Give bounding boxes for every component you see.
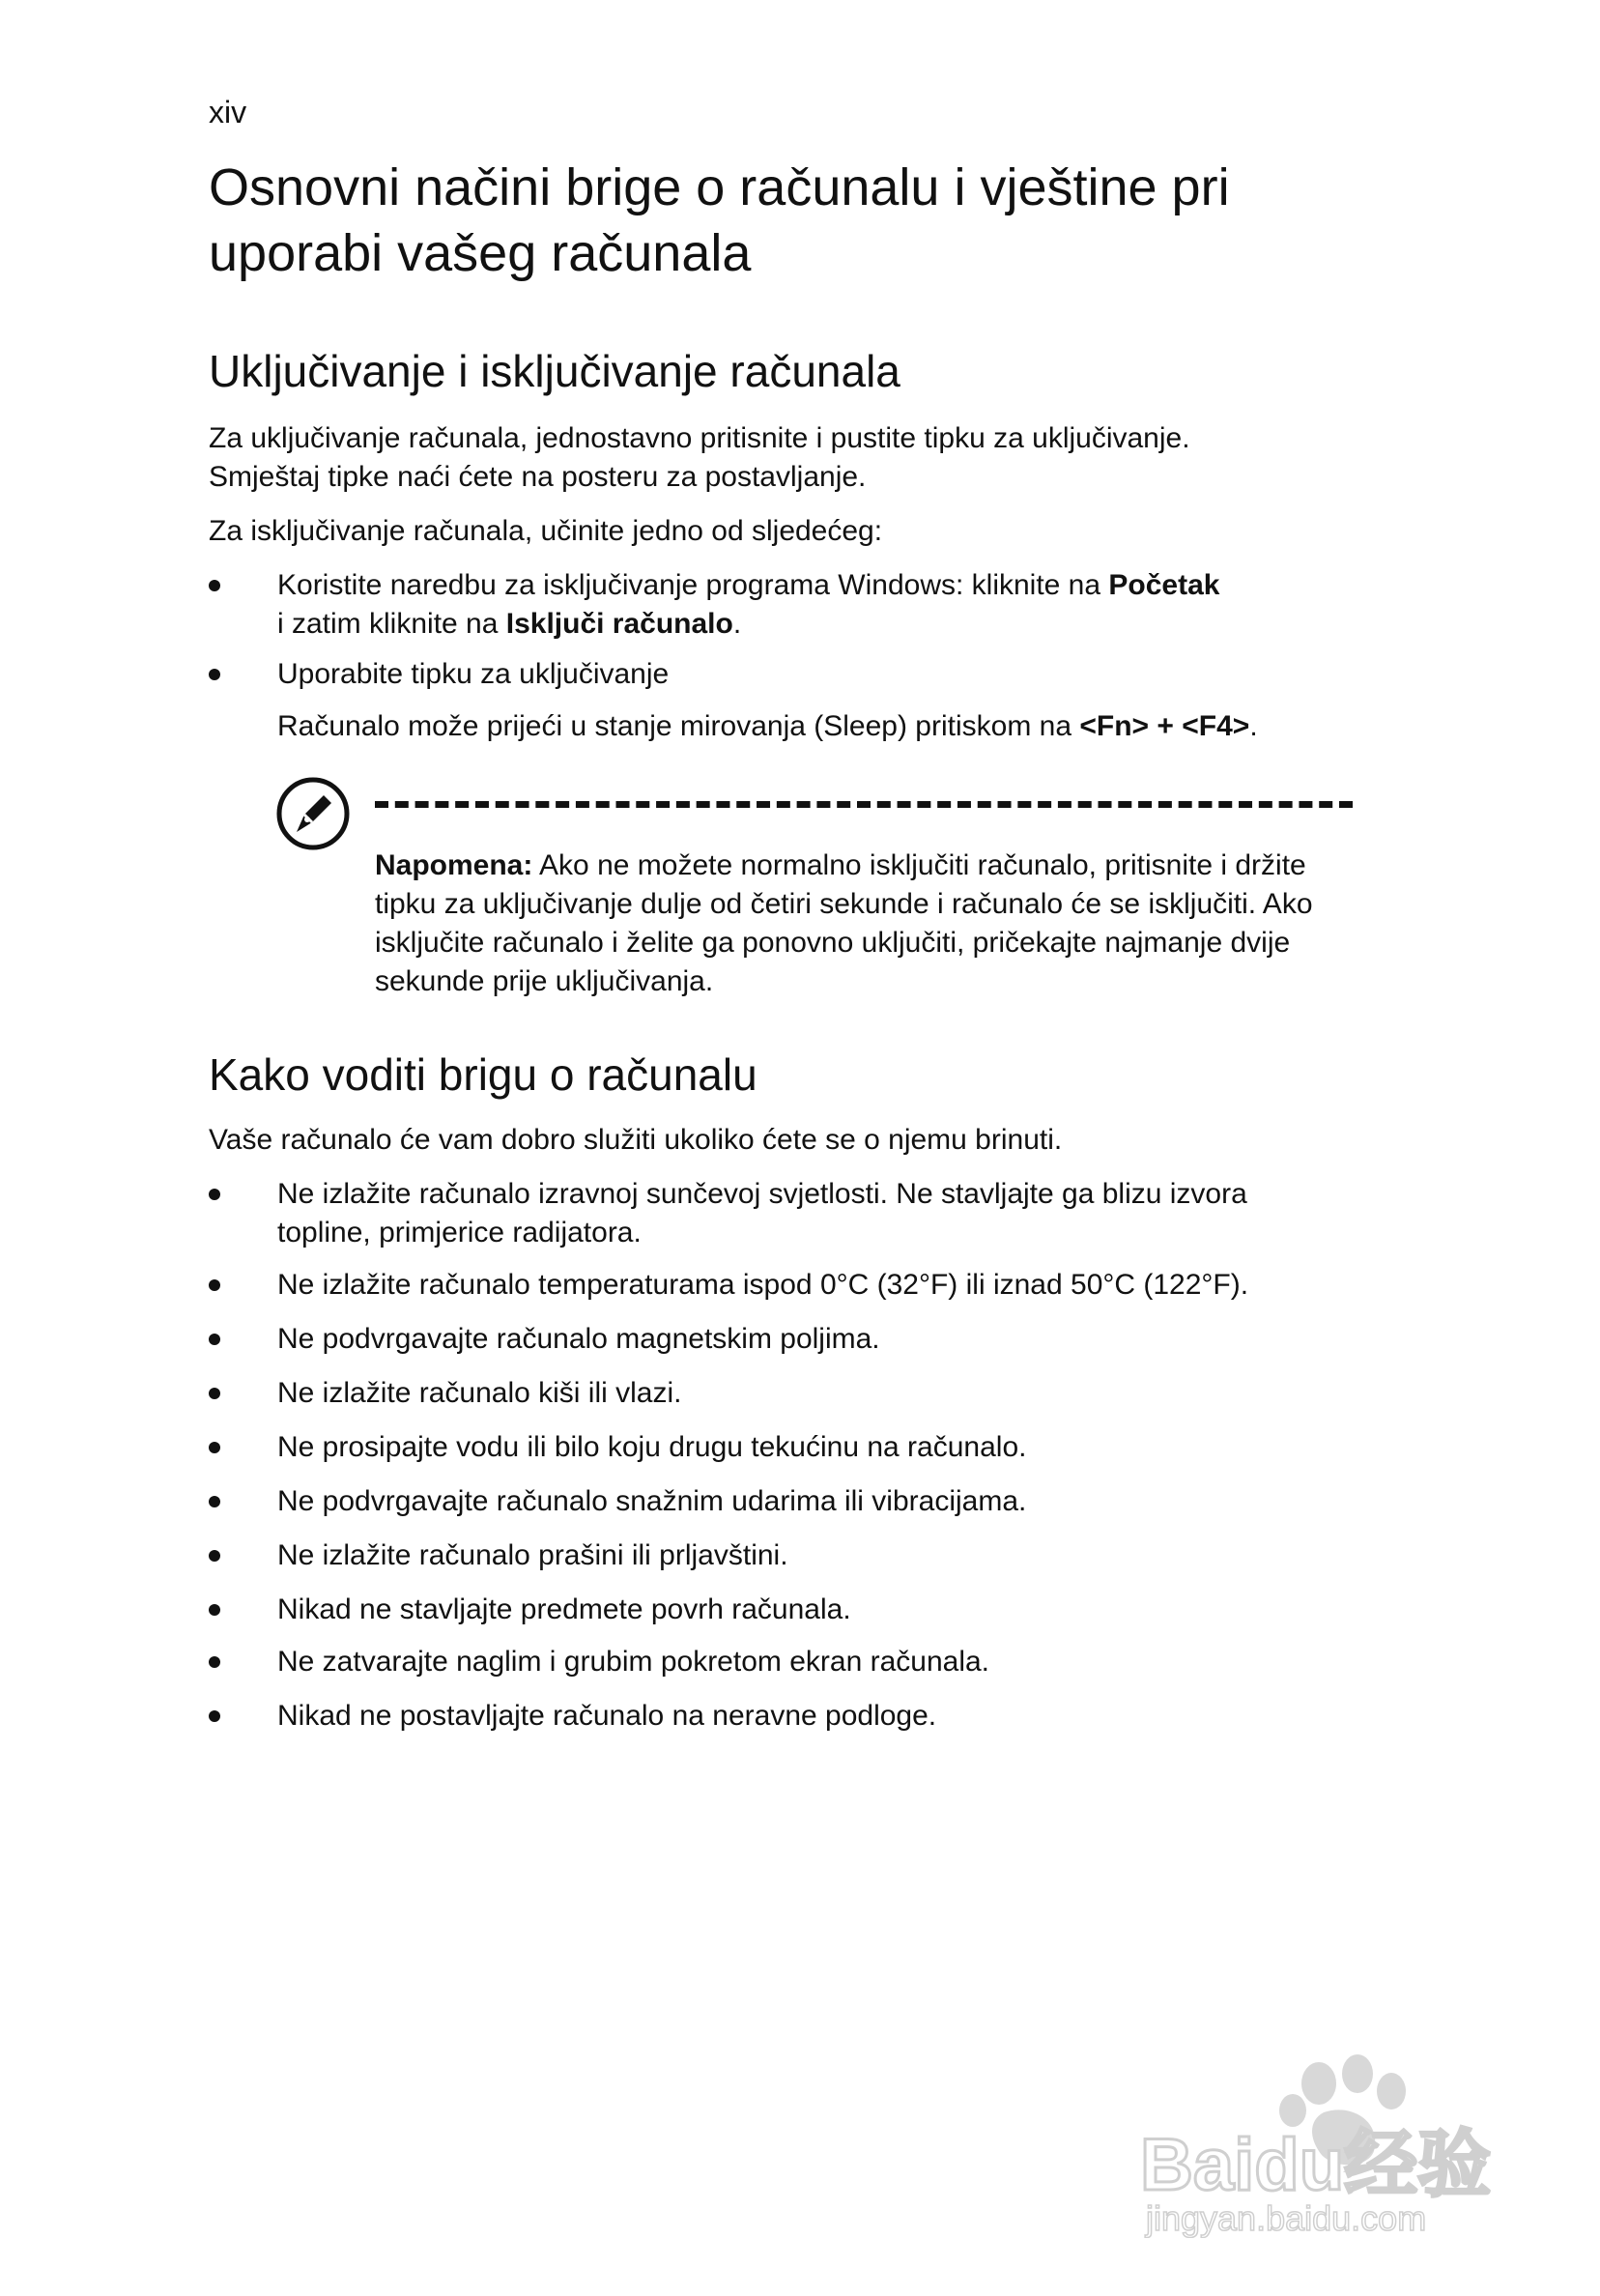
section-heading-care: Kako voditi brigu o računalu (209, 1049, 757, 1100)
note-label: Napomena: (375, 849, 533, 881)
watermark-brand: Baidu经验 (1140, 2124, 1492, 2206)
bullet-text: Uporabite tipku za uključivanje (277, 658, 670, 690)
bullet-icon (209, 1279, 220, 1291)
bullet-icon (209, 1442, 220, 1453)
bullet-icon (209, 1656, 220, 1668)
bullet-text: Koristite naredbu za isključivanje programa Windows: kliknite na (277, 569, 1109, 601)
bullet-icon (209, 1189, 220, 1200)
page-title: Osnovni načini brige o računalu i vještine pri uporabi vašeg računala (209, 158, 1230, 282)
note-body: Ako ne možete normalno isključiti računalo, pritisnite i držite tipku za uključivanje dulje od četiri sekunde i računalo će se isključiti. Ako isključite računalo i želite ga ponovno uključiti, pričekajte najmanje dvije sekunde prije uključivanja. (375, 849, 1313, 997)
bullet-text: Ne podvrgavajte računalo magnetskim poljima. (277, 1323, 880, 1355)
power-on-paragraph (209, 419, 1368, 497)
note-divider (375, 801, 1353, 808)
bullet-text: Ne izlažite računalo prašini ili prljavštini. (277, 1539, 788, 1571)
bullet-text: Ne zatvarajte naglim i grubim pokretom ekran računala. (277, 1646, 990, 1678)
bullet-text: Nikad ne postavljajte računalo na neravne podloge. (277, 1700, 937, 1732)
baidu-watermark (1121, 2045, 1527, 2238)
bullet-icon (209, 669, 220, 680)
bullet-icon (209, 1710, 220, 1722)
power-off-intro: Za isključivanje računala, učinite jedno od sljedećeg: (209, 515, 883, 547)
bullet-icon (209, 1550, 220, 1562)
bullet-icon (209, 1604, 220, 1616)
start-menu-term: Početak (1108, 569, 1220, 601)
bullet-text: Nikad ne stavljajte predmete povrh računala. (277, 1593, 851, 1625)
bullet-text: Ne izlažite računalo izravnoj sunčevoj svjetlosti. Ne stavljajte ga blizu izvora topline, primjerice radijatora. (277, 1178, 1247, 1248)
bullet-text: Ne podvrgavajte računalo snažnim udarima ili vibracijama. (277, 1485, 1027, 1517)
note-text (375, 847, 1341, 1001)
bullet-icon (209, 580, 220, 591)
bullet-icon (209, 1334, 220, 1345)
bullet-text: Ne izlažite računalo kiši ili vlazi. (277, 1377, 682, 1409)
bullet-text: i zatim kliknite na (277, 608, 506, 640)
page-number: xiv (209, 95, 247, 129)
watermark-url: jingyan.baidu.com (1146, 2198, 1427, 2238)
sleep-paragraph: Računalo može prijeći u stanje mirovanja (Sleep) pritiskom na <Fn> + <F4>. (277, 710, 1258, 742)
power-on-line-2: Smještaj tipke naći ćete na posteru za postavljanje. (209, 461, 867, 493)
section-heading-power: Uključivanje i isključivanje računala (209, 346, 900, 396)
bullet-text: Ne prosipajte vodu ili bilo koju drugu tekućinu na računalo. (277, 1431, 1027, 1463)
shutdown-term: Isključi računalo (505, 608, 733, 640)
bullet-icon (209, 1496, 220, 1507)
bullet-icon (209, 1388, 220, 1399)
hotkey-term: <Fn> + <F4> (1079, 710, 1250, 742)
bullet-text: Ne izlažite računalo temperaturama ispod 0°C (32°F) ili iznad 50°C (122°F). (277, 1269, 1249, 1301)
care-intro: Vaše računalo će vam dobro služiti ukoliko ćete se o njemu brinuti. (209, 1124, 1063, 1156)
power-on-line-1: Za uključivanje računala, jednostavno pritisnite i pustite tipku za uključivanje. (209, 422, 1190, 454)
note-pen-icon (275, 776, 351, 851)
